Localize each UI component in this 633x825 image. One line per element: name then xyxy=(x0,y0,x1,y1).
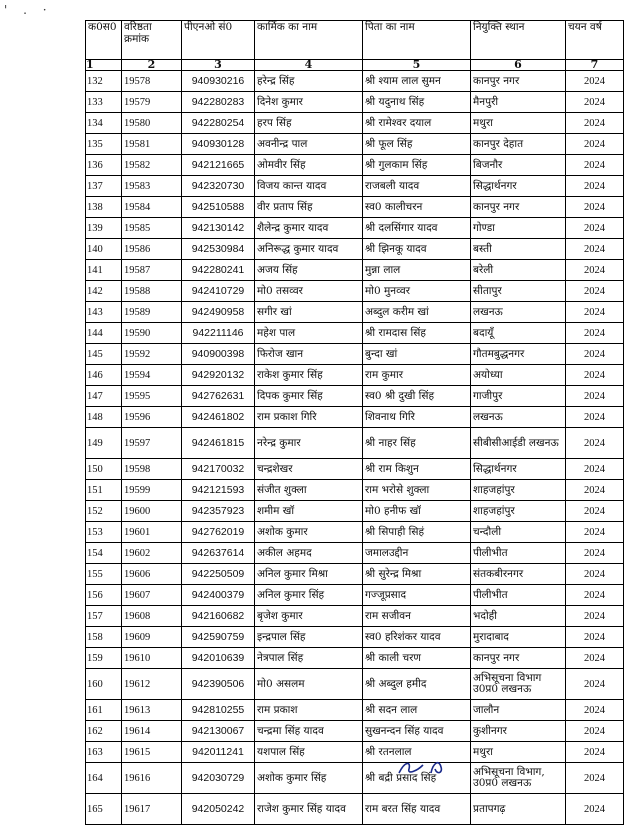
cell-seniority-no: 19590 xyxy=(122,323,182,344)
table-row xyxy=(86,407,624,428)
cell-pno: 942400379 xyxy=(182,585,255,606)
cell-posting-place: शाहजहांपुर xyxy=(471,501,566,522)
cell-pno: 942050242 xyxy=(182,794,255,825)
table-row xyxy=(86,742,624,763)
table-row xyxy=(86,522,624,543)
cell-selection-year: 2024 xyxy=(566,218,624,239)
cell-father-name: गज्जूप्रसाद xyxy=(363,585,471,606)
cell-serial-no: 143 xyxy=(86,302,122,323)
cell-personnel-name: राजेश कुमार सिंह यादव xyxy=(255,794,363,825)
cell-pno: 942390506 xyxy=(182,669,255,700)
signature-mark xyxy=(395,757,465,775)
col-header-year: चयन वर्ष xyxy=(566,21,624,60)
cell-serial-no: 155 xyxy=(86,564,122,585)
cell-seniority-no: 19597 xyxy=(122,428,182,459)
cell-serial-no: 146 xyxy=(86,365,122,386)
cell-seniority-no: 19609 xyxy=(122,627,182,648)
cell-posting-place: प्रतापगढ़ xyxy=(471,794,566,825)
table-row xyxy=(86,459,624,480)
col-number: 6 xyxy=(471,60,566,71)
cell-father-name: श्री गुलकाम सिंह xyxy=(363,155,471,176)
cell-pno: 940930216 xyxy=(182,71,255,92)
cell-pno: 942170032 xyxy=(182,459,255,480)
cell-posting-place: सिद्धार्थनगर xyxy=(471,176,566,197)
cell-selection-year: 2024 xyxy=(566,365,624,386)
cell-posting-place: लखनऊ xyxy=(471,302,566,323)
table-row xyxy=(86,627,624,648)
cell-pno: 942461815 xyxy=(182,428,255,459)
cell-pno: 942490958 xyxy=(182,302,255,323)
cell-posting-place: बरेली xyxy=(471,260,566,281)
cell-seniority-no: 19600 xyxy=(122,501,182,522)
table-row xyxy=(86,700,624,721)
table-row xyxy=(86,669,624,700)
cell-posting-place: चन्दौली xyxy=(471,522,566,543)
cell-selection-year: 2024 xyxy=(566,302,624,323)
cell-father-name: श्री सिपाही सिहं xyxy=(363,522,471,543)
cell-serial-no: 165 xyxy=(86,794,122,825)
cell-father-name: राम सजीवन xyxy=(363,606,471,627)
cell-serial-no: 152 xyxy=(86,501,122,522)
cell-father-name: श्री रामेश्वर दयाल xyxy=(363,113,471,134)
cell-personnel-name: शमीम खॉ xyxy=(255,501,363,522)
cell-seniority-no: 19607 xyxy=(122,585,182,606)
cell-personnel-name: फिरोज खान xyxy=(255,344,363,365)
cell-pno: 942762631 xyxy=(182,386,255,407)
cell-posting-place: अयोध्या xyxy=(471,365,566,386)
cell-seniority-no: 19580 xyxy=(122,113,182,134)
cell-posting-place: जालौन xyxy=(471,700,566,721)
cell-father-name: शिवनाथ गिरि xyxy=(363,407,471,428)
col-number: 2 xyxy=(122,60,182,71)
cell-posting-place: बस्ती xyxy=(471,239,566,260)
cell-seniority-no: 19617 xyxy=(122,794,182,825)
table-row xyxy=(86,585,624,606)
cell-serial-no: 138 xyxy=(86,197,122,218)
cell-posting-place: गौतमबुद्धनगर xyxy=(471,344,566,365)
cell-father-name: श्री बद्री प्रसाद सिंह xyxy=(363,763,471,794)
cell-selection-year: 2024 xyxy=(566,543,624,564)
cell-father-name: श्री यदुनाथ सिंह xyxy=(363,92,471,113)
cell-pno: 942920132 xyxy=(182,365,255,386)
cell-pno: 942130067 xyxy=(182,721,255,742)
col-number: 3 xyxy=(182,60,255,71)
cell-personnel-name: राम प्रकाश गिरि xyxy=(255,407,363,428)
cell-selection-year: 2024 xyxy=(566,344,624,365)
cell-serial-no: 158 xyxy=(86,627,122,648)
cell-father-name: श्री राम किशुन xyxy=(363,459,471,480)
cell-serial-no: 135 xyxy=(86,134,122,155)
cell-pno: 942510588 xyxy=(182,197,255,218)
table-row xyxy=(86,260,624,281)
cell-pno: 940900398 xyxy=(182,344,255,365)
cell-serial-no: 139 xyxy=(86,218,122,239)
cell-father-name: मो0 मुनव्वर xyxy=(363,281,471,302)
cell-seniority-no: 19579 xyxy=(122,92,182,113)
table-row xyxy=(86,428,624,459)
cell-seniority-no: 19613 xyxy=(122,700,182,721)
cell-pno: 942810255 xyxy=(182,700,255,721)
table-row xyxy=(86,92,624,113)
cell-personnel-name: अजय सिंह xyxy=(255,260,363,281)
cell-selection-year: 2024 xyxy=(566,323,624,344)
cell-seniority-no: 19616 xyxy=(122,763,182,794)
cell-seniority-no: 19582 xyxy=(122,155,182,176)
cell-posting-place: कुशीनगर xyxy=(471,721,566,742)
cell-seniority-no: 19585 xyxy=(122,218,182,239)
table-row xyxy=(86,281,624,302)
cell-seniority-no: 19594 xyxy=(122,365,182,386)
table-row xyxy=(86,218,624,239)
cell-selection-year: 2024 xyxy=(566,501,624,522)
col-header-seniority: वरिष्ठता क्रमांक xyxy=(122,21,182,60)
cell-serial-no: 161 xyxy=(86,700,122,721)
cell-seniority-no: 19587 xyxy=(122,260,182,281)
cell-selection-year: 2024 xyxy=(566,763,624,794)
table-row xyxy=(86,176,624,197)
cell-selection-year: 2024 xyxy=(566,176,624,197)
cell-serial-no: 160 xyxy=(86,669,122,700)
cell-posting-place: अभिसूचना विभाग, उ0प्र0 लखनऊ xyxy=(471,763,566,794)
column-number-row xyxy=(86,60,624,71)
cell-posting-place: भदोही xyxy=(471,606,566,627)
table-row xyxy=(86,134,624,155)
cell-personnel-name: इन्द्रपाल सिंह xyxy=(255,627,363,648)
table-row xyxy=(86,344,624,365)
col-header-pno: पीएनओ सं0 xyxy=(182,21,255,60)
cell-serial-no: 137 xyxy=(86,176,122,197)
cell-selection-year: 2024 xyxy=(566,522,624,543)
cell-father-name: जमालउद्दीन xyxy=(363,543,471,564)
cell-serial-no: 132 xyxy=(86,71,122,92)
cell-father-name: श्री काली चरण xyxy=(363,648,471,669)
cell-personnel-name: महेश पाल xyxy=(255,323,363,344)
cell-serial-no: 151 xyxy=(86,480,122,501)
cell-posting-place: पीलीभीत xyxy=(471,585,566,606)
cell-personnel-name: दिनेश कुमार xyxy=(255,92,363,113)
cell-father-name: श्री झिनकू यादव xyxy=(363,239,471,260)
cell-personnel-name: नेत्रपाल सिंह xyxy=(255,648,363,669)
cell-personnel-name: अनिल कुमार सिंह xyxy=(255,585,363,606)
cell-father-name: स्व0 श्री दुखी सिंह xyxy=(363,386,471,407)
cell-pno: 942250509 xyxy=(182,564,255,585)
cell-seniority-no: 19578 xyxy=(122,71,182,92)
cell-father-name: श्री दलसिंगार यादव xyxy=(363,218,471,239)
cell-serial-no: 148 xyxy=(86,407,122,428)
cell-posting-place: गोण्डा xyxy=(471,218,566,239)
cell-selection-year: 2024 xyxy=(566,480,624,501)
cell-personnel-name: हरप सिंह xyxy=(255,113,363,134)
cell-posting-place: संतकबीरनगर xyxy=(471,564,566,585)
cell-posting-place: बदायूँ xyxy=(471,323,566,344)
col-header-posting: नियुक्ति स्थान xyxy=(471,21,566,60)
cell-personnel-name: सगीर खां xyxy=(255,302,363,323)
cell-selection-year: 2024 xyxy=(566,742,624,763)
cell-posting-place: कानपुर नगर xyxy=(471,71,566,92)
cell-selection-year: 2024 xyxy=(566,669,624,700)
cell-posting-place: शाहजहांपुर xyxy=(471,480,566,501)
cell-father-name: स्व0 हरिशंकर यादव xyxy=(363,627,471,648)
cell-seniority-no: 19584 xyxy=(122,197,182,218)
cell-seniority-no: 19586 xyxy=(122,239,182,260)
cell-father-name: श्री सुरेन्द्र मिश्रा xyxy=(363,564,471,585)
cell-serial-no: 142 xyxy=(86,281,122,302)
cell-pno: 942030729 xyxy=(182,763,255,794)
cell-father-name: स्व0 कालीचरन xyxy=(363,197,471,218)
cell-seniority-no: 19599 xyxy=(122,480,182,501)
cell-pno: 942461802 xyxy=(182,407,255,428)
table-row xyxy=(86,648,624,669)
cell-personnel-name: यशपाल सिंह xyxy=(255,742,363,763)
cell-selection-year: 2024 xyxy=(566,92,624,113)
cell-pno: 942590759 xyxy=(182,627,255,648)
cell-selection-year: 2024 xyxy=(566,428,624,459)
cell-father-name: श्री फूल सिंह xyxy=(363,134,471,155)
table-row xyxy=(86,386,624,407)
cell-serial-no: 164 xyxy=(86,763,122,794)
col-header-sno: क0स0 xyxy=(86,21,122,60)
cell-seniority-no: 19612 xyxy=(122,669,182,700)
cell-father-name: अब्दुल करीम खां xyxy=(363,302,471,323)
cell-pno: 942320730 xyxy=(182,176,255,197)
cell-posting-place: मैनपुरी xyxy=(471,92,566,113)
cell-serial-no: 153 xyxy=(86,522,122,543)
cell-seniority-no: 19615 xyxy=(122,742,182,763)
cell-selection-year: 2024 xyxy=(566,407,624,428)
col-number: 1 xyxy=(86,60,122,71)
cell-pno: 942530984 xyxy=(182,239,255,260)
table-row xyxy=(86,197,624,218)
cell-posting-place: कानपुर नगर xyxy=(471,648,566,669)
cell-selection-year: 2024 xyxy=(566,260,624,281)
table-row xyxy=(86,239,624,260)
cell-pno: 942211146 xyxy=(182,323,255,344)
cell-serial-no: 163 xyxy=(86,742,122,763)
personnel-table xyxy=(85,20,624,825)
cell-seniority-no: 19583 xyxy=(122,176,182,197)
col-number: 4 xyxy=(255,60,363,71)
cell-personnel-name: राकेश कुमार सिंह xyxy=(255,365,363,386)
cell-serial-no: 145 xyxy=(86,344,122,365)
cell-pno: 942011241 xyxy=(182,742,255,763)
cell-serial-no: 149 xyxy=(86,428,122,459)
cell-personnel-name: राम प्रकाश xyxy=(255,700,363,721)
cell-serial-no: 157 xyxy=(86,606,122,627)
cell-selection-year: 2024 xyxy=(566,155,624,176)
cell-pno: 942762019 xyxy=(182,522,255,543)
cell-selection-year: 2024 xyxy=(566,627,624,648)
cell-posting-place: सिद्धार्थनगर xyxy=(471,459,566,480)
table-row xyxy=(86,763,624,794)
cell-posting-place: मथुरा xyxy=(471,113,566,134)
cell-serial-no: 162 xyxy=(86,721,122,742)
cell-personnel-name: अनिरूद्ध कुमार यादव xyxy=(255,239,363,260)
cell-seniority-no: 19581 xyxy=(122,134,182,155)
cell-selection-year: 2024 xyxy=(566,386,624,407)
cell-seniority-no: 19588 xyxy=(122,281,182,302)
cell-serial-no: 156 xyxy=(86,585,122,606)
cell-selection-year: 2024 xyxy=(566,700,624,721)
cell-pno: 942160682 xyxy=(182,606,255,627)
cell-posting-place: लखनऊ xyxy=(471,407,566,428)
cell-seniority-no: 19608 xyxy=(122,606,182,627)
cell-posting-place: पीलीभीत xyxy=(471,543,566,564)
cell-personnel-name: शैलेन्द्र कुमार यादव xyxy=(255,218,363,239)
cell-pno: 942010639 xyxy=(182,648,255,669)
cell-seniority-no: 19598 xyxy=(122,459,182,480)
cell-seniority-no: 19606 xyxy=(122,564,182,585)
table-row xyxy=(86,721,624,742)
cell-posting-place: अभिसूचना विभाग उ0प्र0 लखनऊ xyxy=(471,669,566,700)
table-row xyxy=(86,113,624,134)
table-row xyxy=(86,480,624,501)
table-row xyxy=(86,501,624,522)
cell-selection-year: 2024 xyxy=(566,585,624,606)
cell-personnel-name: मो0 तसव्वर xyxy=(255,281,363,302)
cell-seniority-no: 19589 xyxy=(122,302,182,323)
col-number: 5 xyxy=(363,60,471,71)
cell-selection-year: 2024 xyxy=(566,459,624,480)
cell-posting-place: कानपुर नगर xyxy=(471,197,566,218)
cell-father-name: मो0 हनीफ खॉ xyxy=(363,501,471,522)
cell-serial-no: 133 xyxy=(86,92,122,113)
cell-pno: 942410729 xyxy=(182,281,255,302)
cell-pno: 942121665 xyxy=(182,155,255,176)
table-row xyxy=(86,794,624,825)
cell-posting-place: गाजीपुर xyxy=(471,386,566,407)
cell-selection-year: 2024 xyxy=(566,648,624,669)
cell-posting-place: मथुरा xyxy=(471,742,566,763)
cell-selection-year: 2024 xyxy=(566,281,624,302)
cell-father-name: श्री नाहर सिंह xyxy=(363,428,471,459)
cell-selection-year: 2024 xyxy=(566,134,624,155)
table-row xyxy=(86,155,624,176)
cell-personnel-name: चन्द्रशेखर xyxy=(255,459,363,480)
cell-personnel-name: दिपक कुमार सिंह xyxy=(255,386,363,407)
cell-personnel-name: बृजेश कुमार xyxy=(255,606,363,627)
cell-selection-year: 2024 xyxy=(566,721,624,742)
cell-father-name: श्री रामदास सिंह xyxy=(363,323,471,344)
cell-selection-year: 2024 xyxy=(566,794,624,825)
cell-father-name: राजबली यादव xyxy=(363,176,471,197)
cell-personnel-name: संजीत शुक्ला xyxy=(255,480,363,501)
cell-personnel-name: मो0 असलम xyxy=(255,669,363,700)
cell-father-name: श्री रतनलाल xyxy=(363,742,471,763)
cell-serial-no: 134 xyxy=(86,113,122,134)
col-header-name: कार्मिक का नाम xyxy=(255,21,363,60)
cell-seniority-no: 19601 xyxy=(122,522,182,543)
cell-father-name: श्री श्याम लाल सुमन xyxy=(363,71,471,92)
cell-father-name: राम बरत सिंह यादव xyxy=(363,794,471,825)
cell-serial-no: 154 xyxy=(86,543,122,564)
col-number: 7 xyxy=(566,60,624,71)
cell-posting-place: बिजनौर xyxy=(471,155,566,176)
col-header-father: पिता का नाम xyxy=(363,21,471,60)
table-row xyxy=(86,564,624,585)
cell-father-name: श्री अब्दुल हमीद xyxy=(363,669,471,700)
cell-serial-no: 150 xyxy=(86,459,122,480)
cell-seniority-no: 19610 xyxy=(122,648,182,669)
cell-personnel-name: अकील अहमद xyxy=(255,543,363,564)
cell-serial-no: 141 xyxy=(86,260,122,281)
cell-personnel-name: अवनीन्द्र पाल xyxy=(255,134,363,155)
cell-serial-no: 136 xyxy=(86,155,122,176)
cell-selection-year: 2024 xyxy=(566,606,624,627)
cell-selection-year: 2024 xyxy=(566,239,624,260)
table-row xyxy=(86,606,624,627)
cell-father-name: श्री सदन लाल xyxy=(363,700,471,721)
cell-personnel-name: अनिल कुमार मिश्रा xyxy=(255,564,363,585)
cell-personnel-name: अशोक कुमार xyxy=(255,522,363,543)
cell-personnel-name: चन्द्रमा सिंह यादव xyxy=(255,721,363,742)
cell-pno: 942130142 xyxy=(182,218,255,239)
cell-pno: 942280241 xyxy=(182,260,255,281)
cell-personnel-name: वीर प्रताप सिंह xyxy=(255,197,363,218)
cell-pno: 942280254 xyxy=(182,113,255,134)
cell-selection-year: 2024 xyxy=(566,564,624,585)
cell-father-name: सुखनन्दन सिंह यादव xyxy=(363,721,471,742)
cell-posting-place: सीतापुर xyxy=(471,281,566,302)
table-row xyxy=(86,323,624,344)
cell-serial-no: 140 xyxy=(86,239,122,260)
cell-pno: 942637614 xyxy=(182,543,255,564)
cell-pno: 942121593 xyxy=(182,480,255,501)
cell-serial-no: 147 xyxy=(86,386,122,407)
header-row xyxy=(86,21,624,60)
cell-serial-no: 144 xyxy=(86,323,122,344)
cell-seniority-no: 19596 xyxy=(122,407,182,428)
cell-father-name: राम कुमार xyxy=(363,365,471,386)
table-row xyxy=(86,71,624,92)
cell-seniority-no: 19592 xyxy=(122,344,182,365)
cell-personnel-name: अशोक कुमार सिंह xyxy=(255,763,363,794)
cell-selection-year: 2024 xyxy=(566,113,624,134)
cell-father-name: बुन्दा खां xyxy=(363,344,471,365)
cell-personnel-name: ओमवीर सिंह xyxy=(255,155,363,176)
cell-posting-place: मुरादाबाद xyxy=(471,627,566,648)
cell-father-name: राम भरोसे शुक्ला xyxy=(363,480,471,501)
cell-seniority-no: 19602 xyxy=(122,543,182,564)
table-row xyxy=(86,365,624,386)
cell-seniority-no: 19614 xyxy=(122,721,182,742)
cell-posting-place: कानपुर देहात xyxy=(471,134,566,155)
cell-pno: 940930128 xyxy=(182,134,255,155)
cell-personnel-name: विजय कान्त यादव xyxy=(255,176,363,197)
cell-pno: 942280283 xyxy=(182,92,255,113)
table-row xyxy=(86,302,624,323)
cell-posting-place: सीबीसीआईडी लखनऊ xyxy=(471,428,566,459)
cell-pno: 942357923 xyxy=(182,501,255,522)
cell-serial-no: 159 xyxy=(86,648,122,669)
cell-selection-year: 2024 xyxy=(566,197,624,218)
top-margin-marks: ' . · xyxy=(4,3,53,17)
table-row xyxy=(86,543,624,564)
cell-selection-year: 2024 xyxy=(566,71,624,92)
cell-seniority-no: 19595 xyxy=(122,386,182,407)
cell-personnel-name: नरेन्द्र कुमार xyxy=(255,428,363,459)
cell-personnel-name: हरेन्द्र सिंह xyxy=(255,71,363,92)
cell-father-name: मुन्ना लाल xyxy=(363,260,471,281)
